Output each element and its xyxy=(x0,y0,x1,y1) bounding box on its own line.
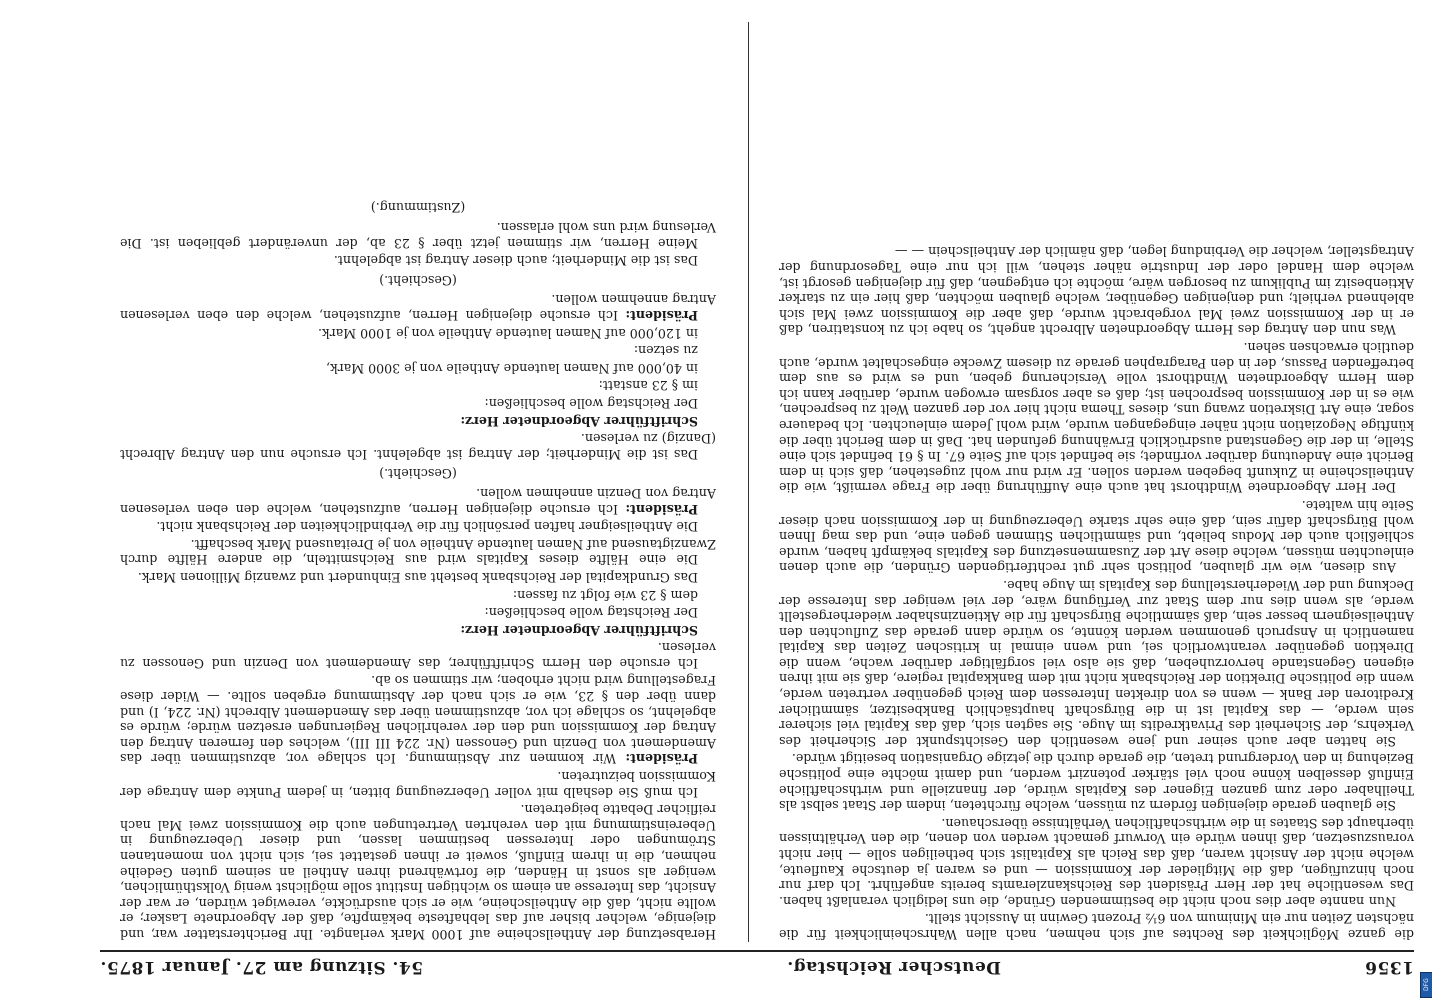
page-header xyxy=(100,950,1414,982)
president-paragraph: Präsident: Ich ersuche diejenigen Herren, aufzustehen, welche den eben verlesenen Antrag annehmen wollen. xyxy=(120,292,716,324)
secretary-paragraph xyxy=(120,413,716,429)
motion-line: dem § 23 wie folgt zu fassen: xyxy=(512,587,698,603)
paragraph: Das ist die Minderheit; der Antrag ist abgelehnt. Ich ersuche nun den Antrag Albrecht (Danzig) zu verlesen. xyxy=(120,431,716,462)
paragraph: Sie glauben gerade diejenigen fördern zu müssen, welche fürchteten, indem der Staat selbst als Theilhaber oder zum ganzen Eigener des Kapitals würde, der finanzielle und wirthschaftliche Einfluß desselben könne noch viel stärker potenzirt werden, und damit möchte eine politische Beziehung in den Vordergrund treten, die gerade durch die jetzige Organisation beseitigt würde. xyxy=(779,751,1414,814)
column-divider xyxy=(748,22,749,942)
page-number: 1356 xyxy=(1364,957,1414,977)
motion-line: im § 23 anstatt: xyxy=(598,378,698,394)
publication-title: Deutscher Reichstag. xyxy=(786,957,1001,977)
paragraph: Herabsetzung der Antheilscheine auf 1000 Mark verlangte. Ihr Berichterstatter war, und diejenige, welcher bisher auf das lebhafteste bekämpfte, daß der Abgeordnete Lasker; er wollte nicht, daß die Antheilscheine, wie er sich ausdrückte, verewiget würden, er war der Ansicht, das Interesse an einem so wichtigen Institut solle möglichst wenig Volksthümlichen, weniger als sonst in Händen, die fortwährend ihren Antheil an seinem guten Gedeihe nehmen, die in ihrem Einfluß, soweit er ihnen gestattet sei, sich nicht von momentanen Strömungen oder Interessen bestimmen lassen, und dieser Ueberzeugung in Uebereinstimmung mit den verehrten Vertretungen auch die Kommission zwei Mal nach reiflicher Debatte beigetreten. xyxy=(120,802,716,942)
paragraph: Das ist die Minderheit; auch dieser Antrag ist abgelehnt. xyxy=(333,253,698,269)
paragraph: Aus diesen, wie wir glauben, politisch sehr gut rechtfertigenden Gründen, die auch denen einleuchten müssen, welche diese Art der Zusammensetzung des Kapitals bekämpft haben, wurde schließlich auch der Modus beliebt, und sämmtlichen Stimmen gegen eine, und das mag Ihnen wohl Bürgschaft dafür sein, daß eine sehr starke Ueberzeugung in der Kommission nach dieser Seite hin waltete. xyxy=(779,497,1414,576)
stage-direction: (Geschieht.) xyxy=(379,466,457,482)
stage-direction: (Geschieht.) xyxy=(379,272,457,288)
speaker-name: Schriftführer Abgeordneter Herz: xyxy=(460,413,698,429)
motion-line: Das Grundkapital der Reichsbank besteht aus Einhundert und zwanzig Millionen Mark. xyxy=(137,569,698,585)
president-paragraph: Präsident: Ich ersuche diejenigen Herren, aufzustehen, welche den eben verlesenen Antrag von Denzin annehmen wollen. xyxy=(120,485,716,517)
speaker-name: Präsident: xyxy=(625,501,698,517)
motion-line: Die Antheilseigner haften persönlich für die Verbindlichkeiten der Reichsbank nicht. xyxy=(156,519,698,535)
speaker-name: Präsident: xyxy=(625,751,698,767)
paragraph: Meine Herren, wir stimmen jetzt über § 23 ab, der unverändert geblieben ist. Die Verlesung wird uns wohl erlassen. xyxy=(120,220,716,251)
left-column xyxy=(779,242,1414,942)
motion-line: zu setzen: xyxy=(633,343,698,359)
motion-line: Der Reichstag wolle beschließen: xyxy=(484,605,698,621)
dfg-logo-icon: DFG xyxy=(1420,972,1432,998)
president-paragraph: Präsident: Wir kommen zur Abstimmung. Ich schlage vor, abzustimmen über das Amendement von Denzin und Genossen (Nr. 224 III III), welches den ferneren Antrag den Antrag der Kommission und den der verehrlichen Regierungen ersetzen würde; würde es abgelehnt, so schlage ich vor, abzustimmen über das Amendement Albrecht (Nr. 224, I) und dann über den § 23, wie er sich nach der Abstimmung ergeben sollte. — Wider diese Fragestellung wird nicht erhoben; wir stimmen so ab. xyxy=(120,673,716,767)
paragraph: Sie hatten aber auch seiner und jene wesentlich den Gesichtspunkt der Sicherheit des Verkehrs, der Sicherheit des Privatkredits im Auge. Sie sagten sich, daß das Kapital viel sicherer sein werde, — das Kapital ist in die Bürgschaft hauptsächlich Bankbesitzer, sämmtlicher Kreditoren der Bank — wenn es von direkten Interessen dem Reich gegenüber vertreten werde, wenn die politische Direktion der Reichsbank nicht mit dem Bankkapital regiere, daß sie mit ihren eigenen Gegenstande hervorzuheben, daß sie also viel sorgfältiger darüber wache, wenn die Direktion gegenüber verantwortlich sei, und wenn einmal in kritischen Zeiten das Kapital namentlich in Anspruch genommen werden könnte, so würde dann gerade das Zufluchten den Antheilseignern besser sein, daß sämmtliche Bürgschaft für die Aktienzinshaber wiederhergestellt werde, als wenn dies nur dem Staat zur Verfügung wäre, der viel weniger das Interesse der Deckung und der Wiederherstellung des Kapitals im Auge habe. xyxy=(779,577,1414,749)
right-column xyxy=(120,196,716,942)
session-date: 54. Sitzung am 27. Januar 1875. xyxy=(100,957,424,977)
paragraph: Nun nannte aber dies noch nicht die bestimmenden Gründe, die uns lediglich veranlaßt haben. Das wesentliche hat der Herr Präsident des Reichskanzleramts bereits angeführt. Ich darf nur noch hinzufügen, daß die Mitglieder der Kommission — und es waren ja deutsche Kaufleute, welche nicht der Ansicht waren, daß das Reich als Kapitalist sich betheiligen solle — hier nicht vorauszusetzen, daß ihnen würde ein Vorwurf gemacht werden von denen, die den Verhältnissen überhaupt des Staates in die wirthschaftlichen Verhältnisse überschauen. xyxy=(779,815,1414,909)
motion-line: Der Reichstag wolle beschließen: xyxy=(484,396,698,411)
paragraph: Der Herr Abgeordnete Windthorst hat auch eine Aufführung über die Frage vermißt, wie die Antheilscheine in Zukunft begeben werden sollen. Er wird nur wohl zugestehen, daß sich in dem Bericht eine Andeutung darüber vorfindet; sie befindet sich auf Seite 67. In § 61 befindet sich eine Stelle, in der die Gegenstand ausdrücklich Erwähnung gefunden hat. Daß in dem Bericht über die künftige Negoziation nicht näher eingegangen wurde, wird wohl Jedem einleuchten. Ich bedauere sogar, eine Art Diskretion zwang uns, dieses Thema nicht hier vor der ganzen Welt zu besprechen, wie es in der Kommission besprochen ist; daß es aber sorgsam erwogen wurde, darüber kann ich dem Herrn Abgeordneten Windthorst volle Versicherung geben, und es wird es aus dem betreffenden Passus, der in den Paragraphen gerade zu diesem Zwecke eingeschaltet wurde, auch deutlich erwachsen sehen. xyxy=(779,340,1414,496)
secretary-paragraph xyxy=(120,622,716,638)
credit-sidebar xyxy=(1418,0,1432,1000)
motion-line: in 40,000 auf Namen lautende Antheile von je 3000 Mark, xyxy=(326,360,698,376)
stage-direction: (Zustimmung.) xyxy=(370,200,466,216)
speaker-name: Schriftführer Abgeordneter Herz: xyxy=(460,622,698,638)
speaker-name: Präsident: xyxy=(625,308,698,324)
paragraph: Was nun den Antrag des Herrn Abgeordneten Albrecht angeht, so habe ich zu konstatiren, daß er in der Kommission zwei Mal vorgebracht wurde, daß aber die Kommission zwei Mal sich ablehnend verhielt; und denjenigen Gegenüber, welche glauben möchten, daß hier ein zu starker Aktienbesitz im Publikum zu besorgen wäre, möchte ich entgegnen, daß für diejenigen gesorgt ist, welche dem Handel oder der Industrie näher stehen, will ich nur eine Tagesordnung der Antragsteller, welcher die Verbindung legen, daß nämlich der Antheilschein — — xyxy=(779,244,1414,338)
motion-line: Die eine Hälfte dieses Kapitals wird aus Reichsmitteln, die andere Hälfte durch Zwanzigtausend auf Namen lautende Antheile von je Dreitausend Mark beschafft. xyxy=(120,536,716,568)
motion-line: in 120,000 auf Namen lautende Antheile von je 1000 Mark. xyxy=(318,325,698,341)
paragraph: Ich ersuche den Herrn Schriftführer, das Amendement von Denzin und Genossen zu verlesen. xyxy=(120,640,716,671)
paragraph: Ich muß Sie deshalb mit voller Ueberzeugung bitten, in jedem Punkte dem Antrage der Kommission beizutreten. xyxy=(120,769,716,800)
paragraph: die ganze Möglichkeit des Rechtes auf sich nehmen, nach allen Wahrscheinlichkeit für die nächsten Zeiten nur ein Minimum von 6½ Prozent Gewinn in Aussicht stellt. xyxy=(779,911,1414,942)
